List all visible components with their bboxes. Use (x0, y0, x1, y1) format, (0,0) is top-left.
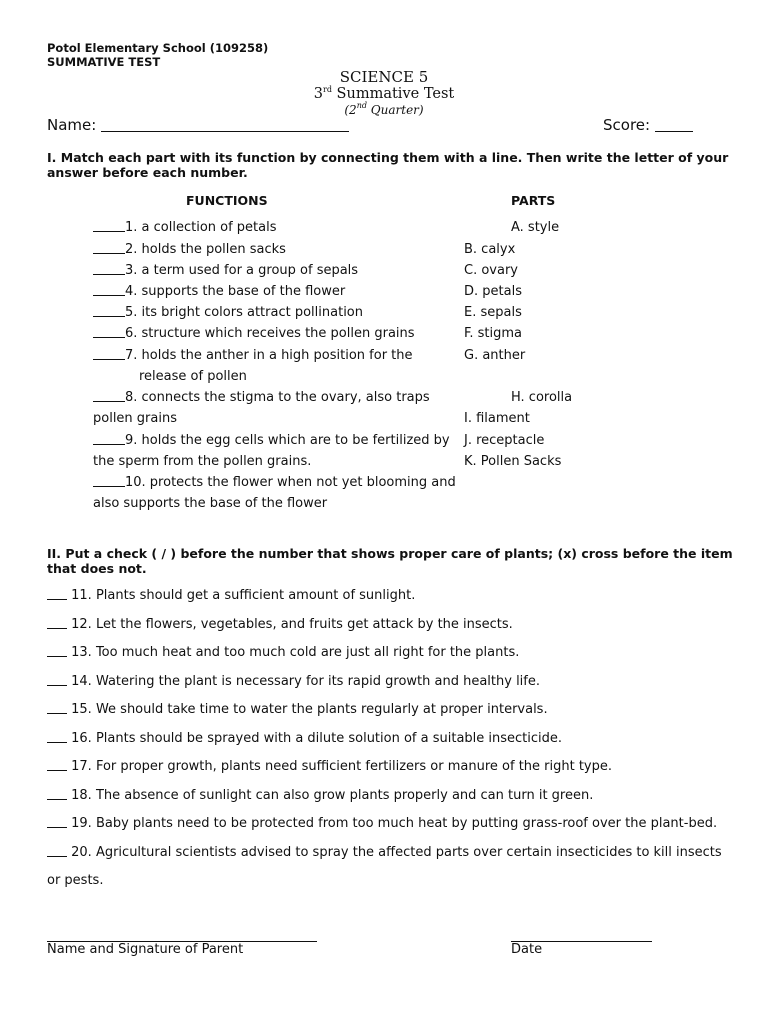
score-line[interactable] (655, 117, 693, 132)
part1-instruction: I. Match each part with its function by connecting them with a line. Then write the letter of your answer before each number. (47, 150, 729, 180)
answer-blank[interactable] (93, 219, 125, 232)
answer-blank[interactable] (93, 432, 125, 445)
check-item: 11. Plants should get a sufficient amount of sunlight. (47, 585, 415, 606)
function-item: 4. supports the base of the flower (93, 281, 345, 302)
check-item: 15. We should take time to water the plants regularly at proper intervals. (47, 699, 548, 720)
name-label: Name: (47, 116, 97, 134)
part-option: I. filament (464, 411, 530, 426)
part-option: A. style (511, 220, 560, 235)
answer-blank[interactable] (93, 304, 125, 317)
part-option: F. stigma (464, 326, 523, 341)
check-blank[interactable] (47, 587, 67, 600)
part-option: C. ovary (464, 262, 518, 278)
check-blank[interactable] (47, 701, 67, 714)
check-blank[interactable] (47, 815, 67, 828)
function-item: 7. holds the anther in a high position for the (93, 345, 413, 366)
check-item: 16. Plants should be sprayed with a dilute solution of a suitable insecticide. (47, 728, 562, 749)
part-option: J. receptacle (464, 432, 545, 448)
part-option: H. corolla (511, 390, 573, 405)
function-continuation: release of pollen (139, 368, 247, 384)
quarter-label: (2nd Quarter) (344, 101, 424, 117)
check-blank[interactable] (47, 673, 67, 686)
part-option: E. sepals (464, 305, 522, 320)
function-item: 6. structure which receives the pollen grains (93, 323, 415, 344)
part-option: B. calyx (464, 241, 516, 257)
school-name: Potol Elementary School (109258) (47, 41, 269, 55)
check-blank[interactable] (47, 730, 67, 743)
name-line[interactable] (101, 117, 349, 132)
function-continuation: pollen grains (93, 411, 177, 426)
check-item: 18. The absence of sunlight can also grow plants properly and can turn it green. (47, 785, 593, 806)
functions-header: FUNCTIONS (186, 193, 268, 208)
check-blank[interactable] (47, 616, 67, 629)
answer-blank[interactable] (93, 283, 125, 296)
check-item: 12. Let the flowers, vegetables, and fruits get attack by the insects. (47, 614, 513, 635)
test-type: SUMMATIVE TEST (47, 55, 161, 69)
part-option: D. petals (464, 283, 522, 299)
score-label: Score: (603, 116, 651, 134)
answer-blank[interactable] (93, 347, 125, 360)
check-blank[interactable] (47, 787, 67, 800)
answer-blank[interactable] (93, 262, 125, 275)
check-blank[interactable] (47, 844, 67, 857)
name-field[interactable] (47, 116, 349, 134)
part-option: K. Pollen Sacks (464, 453, 562, 469)
check-item: 14. Watering the plant is necessary for its rapid growth and healthy life. (47, 671, 540, 692)
function-item: 9. holds the egg cells which are to be fertilized by (93, 430, 450, 451)
check-blank[interactable] (47, 758, 67, 771)
function-item: 1. a collection of petals (93, 217, 277, 238)
part2-instruction: II. Put a check ( / ) before the number that shows proper care of plants; (x) cross before the item that does not. (47, 546, 733, 576)
parts-header: PARTS (511, 193, 556, 208)
check-item-continuation: or pests. (47, 873, 104, 888)
check-blank[interactable] (47, 644, 67, 657)
function-item: 5. its bright colors attract pollination (93, 302, 363, 323)
part-option: G. anther (464, 347, 526, 363)
parent-signature-label: Name and Signature of Parent (47, 942, 244, 957)
function-continuation: also supports the base of the flower (93, 496, 328, 511)
check-item: 17. For proper growth, plants need sufficient fertilizers or manure of the right type. (47, 756, 612, 777)
function-item: 3. a term used for a group of sepals (93, 260, 358, 281)
answer-blank[interactable] (93, 241, 125, 254)
function-item: 8. connects the stigma to the ovary, also traps (93, 387, 430, 408)
answer-blank[interactable] (93, 389, 125, 402)
check-item: 20. Agricultural scientists advised to spray the affected parts over certain insecticides to kill insects (47, 842, 722, 863)
check-item: 19. Baby plants need to be protected from too much heat by putting grass-roof over the plant-bed. (47, 813, 717, 834)
function-item: 2. holds the pollen sacks (93, 239, 286, 260)
date-label: Date (511, 942, 543, 957)
function-continuation: the sperm from the pollen grains. (93, 453, 312, 469)
function-item: 10. protects the flower when not yet blooming and (93, 472, 456, 493)
check-item: 13. Too much heat and too much cold are just all right for the plants. (47, 642, 519, 663)
score-field[interactable] (603, 116, 693, 134)
test-title: 3rd Summative Test (313, 85, 455, 102)
answer-blank[interactable] (93, 474, 125, 487)
subject-title: SCIENCE 5 (339, 68, 429, 86)
answer-blank[interactable] (93, 325, 125, 338)
